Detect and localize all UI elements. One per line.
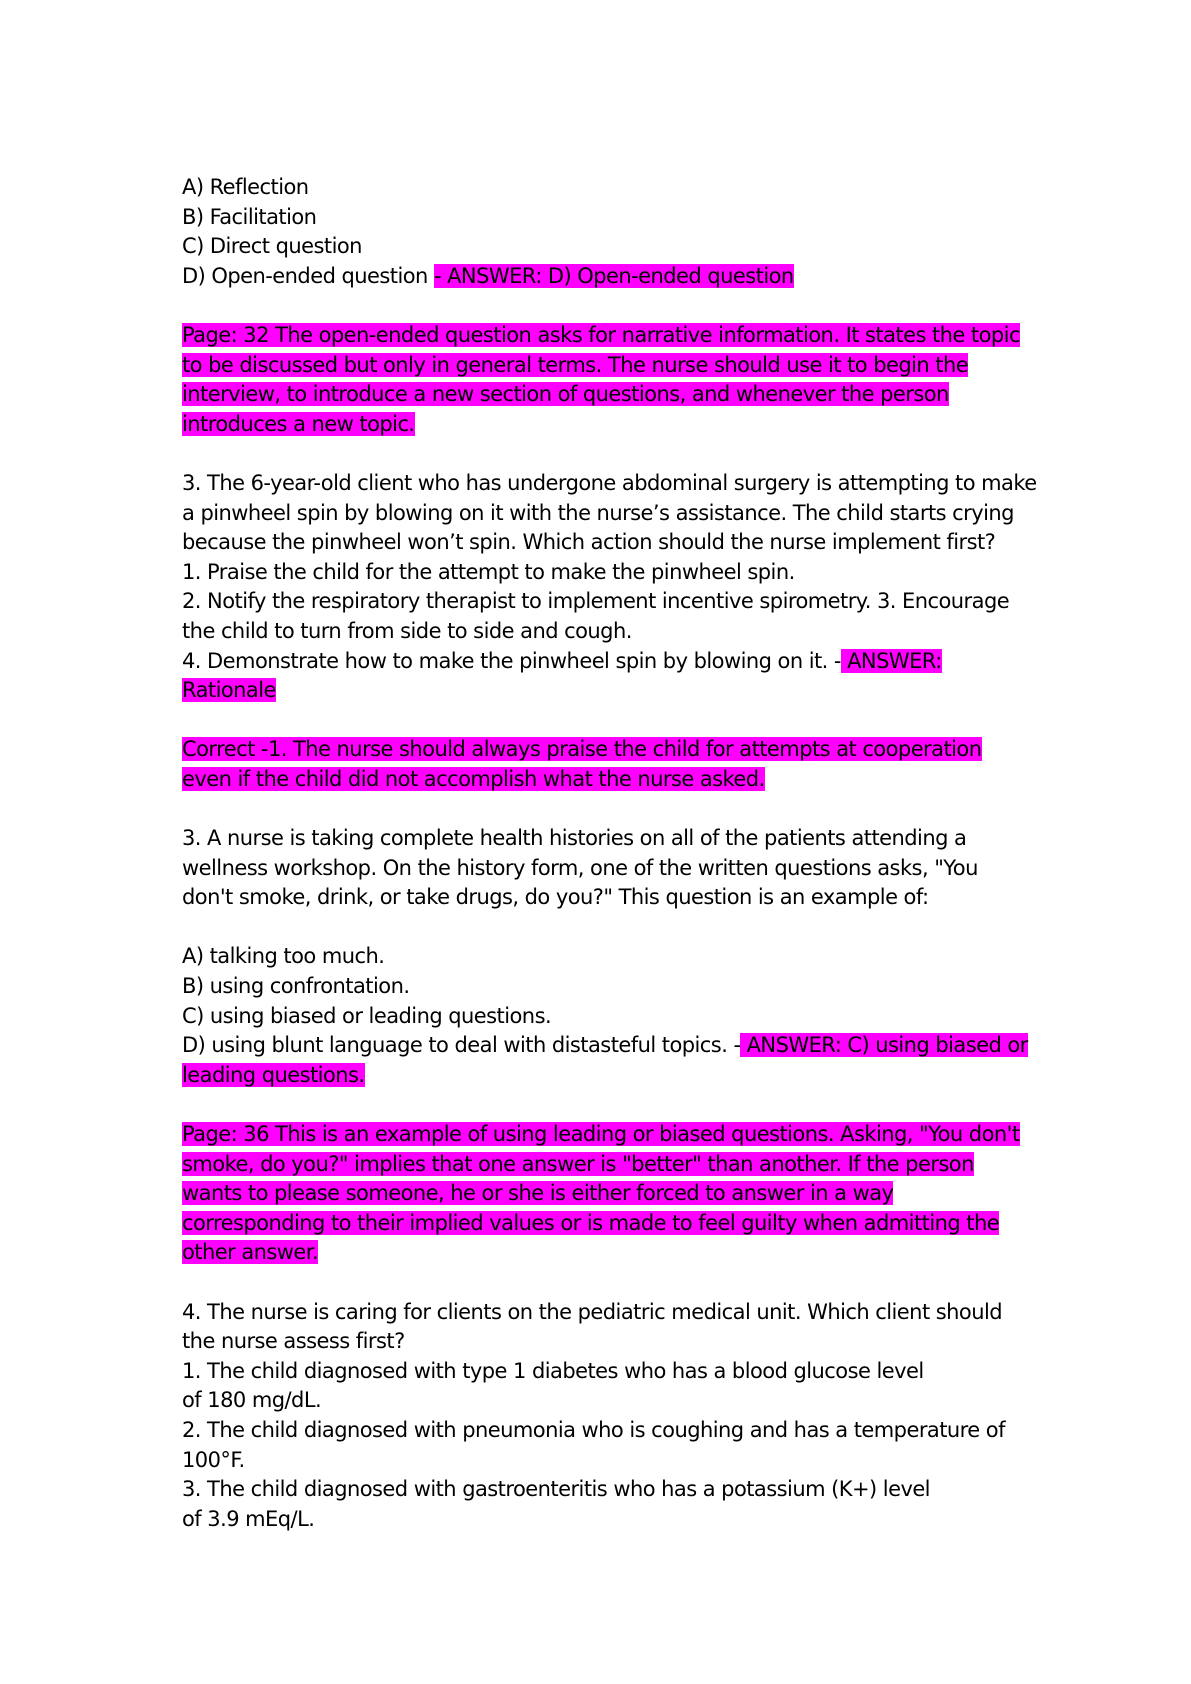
body-text: 1. The child diagnosed with type 1 diabetes who has a blood glucose level [182,1358,924,1383]
body-text: B) Facilitation [182,204,317,229]
body-text: the nurse assess first? [182,1329,405,1354]
paragraph-spacer [182,1268,1042,1298]
text-line [182,942,1042,972]
text-line [182,676,1042,706]
body-text: C) using biased or leading questions. [182,1003,552,1028]
text-line [182,647,1042,677]
text-line [182,1386,1042,1416]
body-text: because the pinwheel won’t spin. Which action should the nurse implement first? [182,530,996,555]
text-line [182,854,1042,884]
highlighted-text: even if the child did not accomplish what the nurse asked. [182,766,765,791]
text-line [182,883,1042,913]
body-text: A) Reflection [182,175,309,199]
highlighted-text: to be discussed but only in general terms. The nurse should use it to begin the [182,352,969,377]
text-line [182,410,1042,440]
text-line [182,232,1042,262]
body-text: 3. The 6-year-old client who has undergone abdominal surgery is attempting to make [182,470,1037,495]
text-line [182,1209,1042,1239]
highlighted-text: corresponding to their implied values or is made to feel guilty when admitting the [182,1210,1000,1235]
paragraph [182,1298,1042,1535]
text-line [182,351,1042,381]
text-line [182,1327,1042,1357]
highlighted-text: smoke, do you?" implies that one answer is "better" than another. If the person [182,1151,974,1176]
text-line [182,1150,1042,1180]
text-line [182,972,1042,1002]
highlighted-text: ANSWER: C) using biased or [740,1033,1028,1058]
text-line [182,499,1042,529]
body-text: 4. The nurse is caring for clients on the pediatric medical unit. Which client should [182,1299,1003,1324]
highlighted-text: leading questions. [182,1062,365,1087]
paragraph [182,824,1042,913]
body-text: A) talking too much. [182,944,385,969]
text-line [182,173,1042,203]
text-line [182,765,1042,795]
text-line [182,1505,1042,1535]
body-text: 3. A nurse is taking complete health histories on all of the patients attending a [182,826,967,851]
body-text: D) Open-ended question [182,263,434,288]
paragraph-spacer [182,794,1042,824]
text-line [182,1357,1042,1387]
text-line [182,1298,1042,1328]
body-text: 100°F. [182,1447,245,1472]
text-line [182,1061,1042,1091]
text-line [182,321,1042,351]
body-text: of 180 mg/dL. [182,1388,322,1413]
text-line [182,1031,1042,1061]
body-text: 2. The child diagnosed with pneumonia who is coughing and has a temperature of [182,1417,1005,1442]
highlighted-text: Page: 36 This is an example of using leading or biased questions. Asking, "You don't [182,1122,1020,1146]
text-line [182,1446,1042,1476]
highlighted-text: wants to please someone, he or she is either forced to answer in a way [182,1181,894,1206]
paragraph [182,173,1042,291]
document-page [182,173,1042,1534]
body-text: a pinwheel spin by blowing on it with the nurse’s assistance. The child starts crying [182,500,1014,525]
paragraph-spacer [182,1090,1042,1120]
body-text: B) using confrontation. [182,974,410,999]
text-line [182,203,1042,233]
text-line [182,824,1042,854]
text-line [182,1416,1042,1446]
text-line [182,735,1042,765]
text-line [182,617,1042,647]
highlighted-text: Rationale [182,678,276,703]
body-text: 3. The child diagnosed with gastroenteritis who has a potassium (K+) level [182,1477,930,1502]
paragraph [182,735,1042,794]
paragraph-spacer [182,706,1042,736]
highlighted-text: - ANSWER: D) Open-ended question [433,263,794,288]
text-line [182,587,1042,617]
text-line [182,1238,1042,1268]
paragraph [182,321,1042,439]
highlighted-text: interview, to introduce a new section of questions, and whenever the person [182,382,949,407]
text-line [182,528,1042,558]
highlighted-text: Page: 32 The open-ended question asks for narrative information. It states the topic [182,322,1020,347]
text-line [182,1179,1042,1209]
body-text: 2. Notify the respiratory therapist to implement incentive spirometry. 3. Encourage [182,589,1010,614]
text-line [182,558,1042,588]
text-line [182,1002,1042,1032]
highlighted-text: Correct -1. The nurse should always praise the child for attempts at cooperation [182,737,982,762]
highlighted-text: ANSWER: [840,648,942,673]
body-text: 1. Praise the child for the attempt to make the pinwheel spin. [182,559,795,584]
paragraph [182,942,1042,1090]
body-text: of 3.9 mEq/L. [182,1506,315,1531]
body-text: the child to turn from side to side and cough. [182,618,632,643]
paragraph-spacer [182,913,1042,943]
highlighted-text: introduces a new topic. [182,411,415,436]
paragraph [182,469,1042,706]
text-line [182,1475,1042,1505]
paragraph-spacer [182,291,1042,321]
body-text: D) using blunt language to deal with distasteful topics. - [182,1033,741,1058]
text-line [182,1120,1042,1150]
body-text: 4. Demonstrate how to make the pinwheel spin by blowing on it. - [182,648,841,673]
highlighted-text: other answer. [182,1240,319,1265]
body-text: don't smoke, drink, or take drugs, do you?" This question is an example of: [182,885,929,910]
paragraph-spacer [182,439,1042,469]
text-line [182,469,1042,499]
body-text: C) Direct question [182,234,362,259]
paragraph [182,1120,1042,1268]
text-line [182,262,1042,292]
body-text: wellness workshop. On the history form, one of the written questions asks, "You [182,855,978,880]
text-line [182,380,1042,410]
